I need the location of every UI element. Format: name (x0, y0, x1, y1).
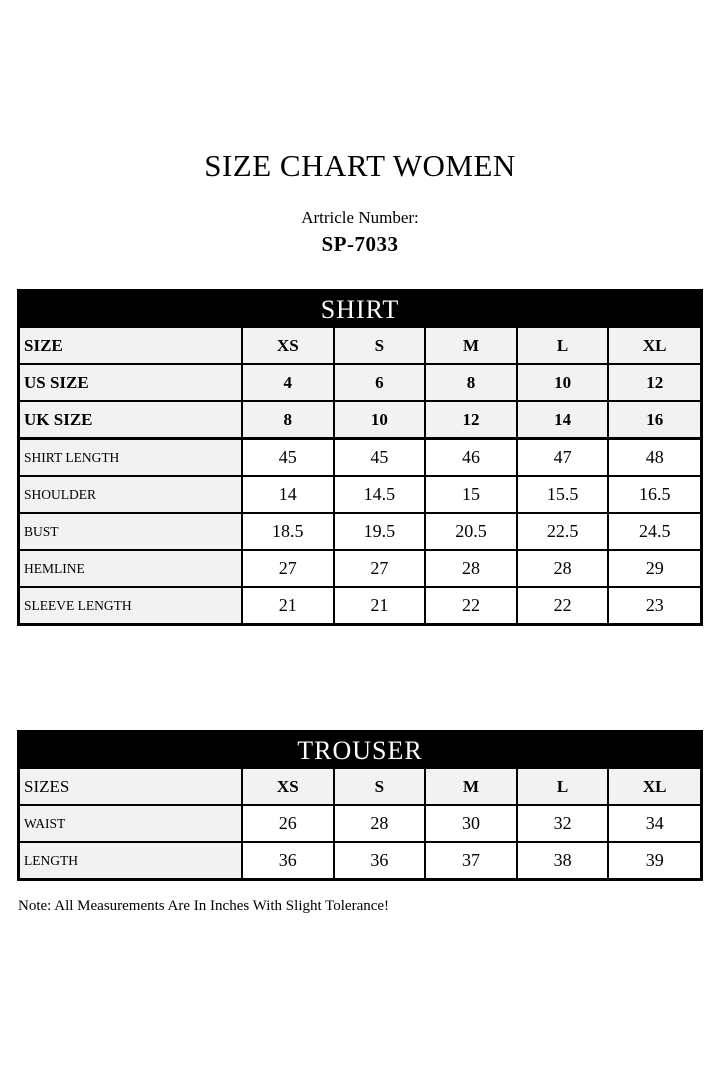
cell: 29 (608, 550, 700, 587)
shirt-table-title: SHIRT (20, 292, 700, 328)
cell: 26 (242, 805, 334, 842)
article-number-value: SP-7033 (321, 232, 399, 256)
cell: L (517, 328, 609, 364)
cell: 12 (425, 401, 517, 439)
table-row-uk-size (20, 401, 700, 439)
cell: 27 (334, 550, 426, 587)
cell: 37 (425, 842, 517, 878)
cell: XS (242, 328, 334, 364)
cell: 16 (608, 401, 700, 439)
cell: 19.5 (334, 513, 426, 550)
table-row-hemline (20, 550, 700, 587)
cell: 12 (608, 364, 700, 401)
row-label: WAIST (20, 805, 242, 842)
cell: 4 (242, 364, 334, 401)
cell: 22.5 (517, 513, 609, 550)
cell: 22 (425, 587, 517, 623)
row-label: HEMLINE (20, 550, 242, 587)
cell: 36 (242, 842, 334, 878)
cell: 28 (425, 550, 517, 587)
trouser-size-grid (20, 769, 700, 878)
table-row-waist (20, 805, 700, 842)
cell: 34 (608, 805, 700, 842)
cell: 48 (608, 439, 700, 477)
cell: 39 (608, 842, 700, 878)
table-row-sizes (20, 769, 700, 805)
cell: 8 (425, 364, 517, 401)
cell: 8 (242, 401, 334, 439)
cell: XL (608, 769, 700, 805)
article-number-label: Artricle Number: (301, 208, 419, 227)
row-label: LENGTH (20, 842, 242, 878)
cell: 15 (425, 476, 517, 513)
cell: 30 (425, 805, 517, 842)
table-row-us-size (20, 364, 700, 401)
table-row-shirt-length (20, 439, 700, 477)
cell: 21 (242, 587, 334, 623)
row-label: US SIZE (20, 364, 242, 401)
shirt-table (17, 289, 703, 626)
cell: 28 (334, 805, 426, 842)
cell: 22 (517, 587, 609, 623)
cell: XS (242, 769, 334, 805)
cell: 28 (517, 550, 609, 587)
cell: 15.5 (517, 476, 609, 513)
cell: 14.5 (334, 476, 426, 513)
cell: S (334, 328, 426, 364)
cell: 24.5 (608, 513, 700, 550)
cell: 32 (517, 805, 609, 842)
cell: 14 (242, 476, 334, 513)
row-label: SIZE (20, 328, 242, 364)
cell: M (425, 769, 517, 805)
table-row-shoulder (20, 476, 700, 513)
cell: L (517, 769, 609, 805)
table-row-bust (20, 513, 700, 550)
cell: 23 (608, 587, 700, 623)
table-row-size (20, 328, 700, 364)
cell: 16.5 (608, 476, 700, 513)
cell: 10 (334, 401, 426, 439)
cell: 46 (425, 439, 517, 477)
cell: 18.5 (242, 513, 334, 550)
cell: 14 (517, 401, 609, 439)
row-label: BUST (20, 513, 242, 550)
cell: 20.5 (425, 513, 517, 550)
cell: 47 (517, 439, 609, 477)
cell: 45 (334, 439, 426, 477)
cell: S (334, 769, 426, 805)
cell: 45 (242, 439, 334, 477)
row-label: SIZES (20, 769, 242, 805)
trouser-table (17, 730, 703, 881)
cell: 38 (517, 842, 609, 878)
cell: 10 (517, 364, 609, 401)
shirt-size-grid (20, 328, 700, 623)
page-title: SIZE CHART WOMEN (204, 148, 516, 183)
cell: 6 (334, 364, 426, 401)
cell: 21 (334, 587, 426, 623)
measurement-note: Note: All Measurements Are In Inches With Slight Tolerance! (18, 898, 390, 914)
cell: 27 (242, 550, 334, 587)
row-label: SLEEVE LENGTH (20, 587, 242, 623)
cell: XL (608, 328, 700, 364)
table-row-length (20, 842, 700, 878)
row-label: SHIRT LENGTH (20, 439, 242, 477)
cell: M (425, 328, 517, 364)
table-row-sleeve-length (20, 587, 700, 623)
trouser-table-title: TROUSER (20, 733, 700, 769)
row-label: SHOULDER (20, 476, 242, 513)
row-label: UK SIZE (20, 401, 242, 439)
cell: 36 (334, 842, 426, 878)
